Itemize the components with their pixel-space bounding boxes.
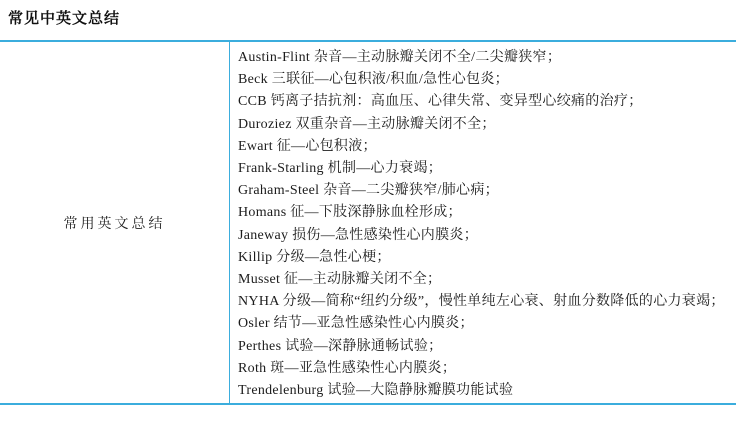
table-row: Killip 分级—急性心梗；	[238, 249, 391, 265]
table-row: Austin-Flint 杂音—主动脉瓣关闭不全/二尖瓣狭窄；	[238, 50, 562, 65]
page-title: 常见中英文总结	[8, 11, 121, 27]
table-row: Perthes 试验—深静脉通畅试验；	[238, 338, 443, 354]
summary-table	[0, 40, 736, 405]
table-row: Homans 征—下肢深静脉血栓形成；	[238, 205, 462, 221]
table-row: Roth 斑—亚急性感染性心内膜炎；	[238, 360, 457, 376]
table-row: Musset 征—主动脉瓣关闭不全；	[238, 272, 442, 288]
table-row: Duroziez 双重杂音—主动脉瓣关闭不全；	[238, 116, 496, 132]
table-row: Graham-Steel 杂音—二尖瓣狭窄/肺心病；	[238, 183, 499, 199]
table-row: Frank-Starling 机制—心力衰竭；	[238, 161, 443, 177]
table-header-cell	[0, 42, 230, 403]
table-row: Trendelenburg 试验—大隐静脉瓣膜功能试验	[238, 383, 514, 399]
table-content-cell	[230, 42, 736, 403]
left-header-label: 常用英文总结	[63, 216, 166, 232]
table-row: Ewart 征—心包积液；	[238, 138, 377, 154]
table-row: CCB 钙离子拮抗剂：高血压、心律失常、变异型心绞痛的治疗；	[238, 94, 643, 110]
table-row: Osler 结节—亚急性感染性心内膜炎；	[238, 316, 474, 332]
table-row: Beck 三联征—心包积液/积血/急性心包炎；	[238, 72, 509, 88]
table-row: NYHA 分级—简称“纽约分级”，慢性单纯左心衰、射血分数降低的心力衰竭；	[238, 294, 725, 310]
table-row: Janeway 损伤—急性感染性心内膜炎；	[238, 227, 478, 243]
